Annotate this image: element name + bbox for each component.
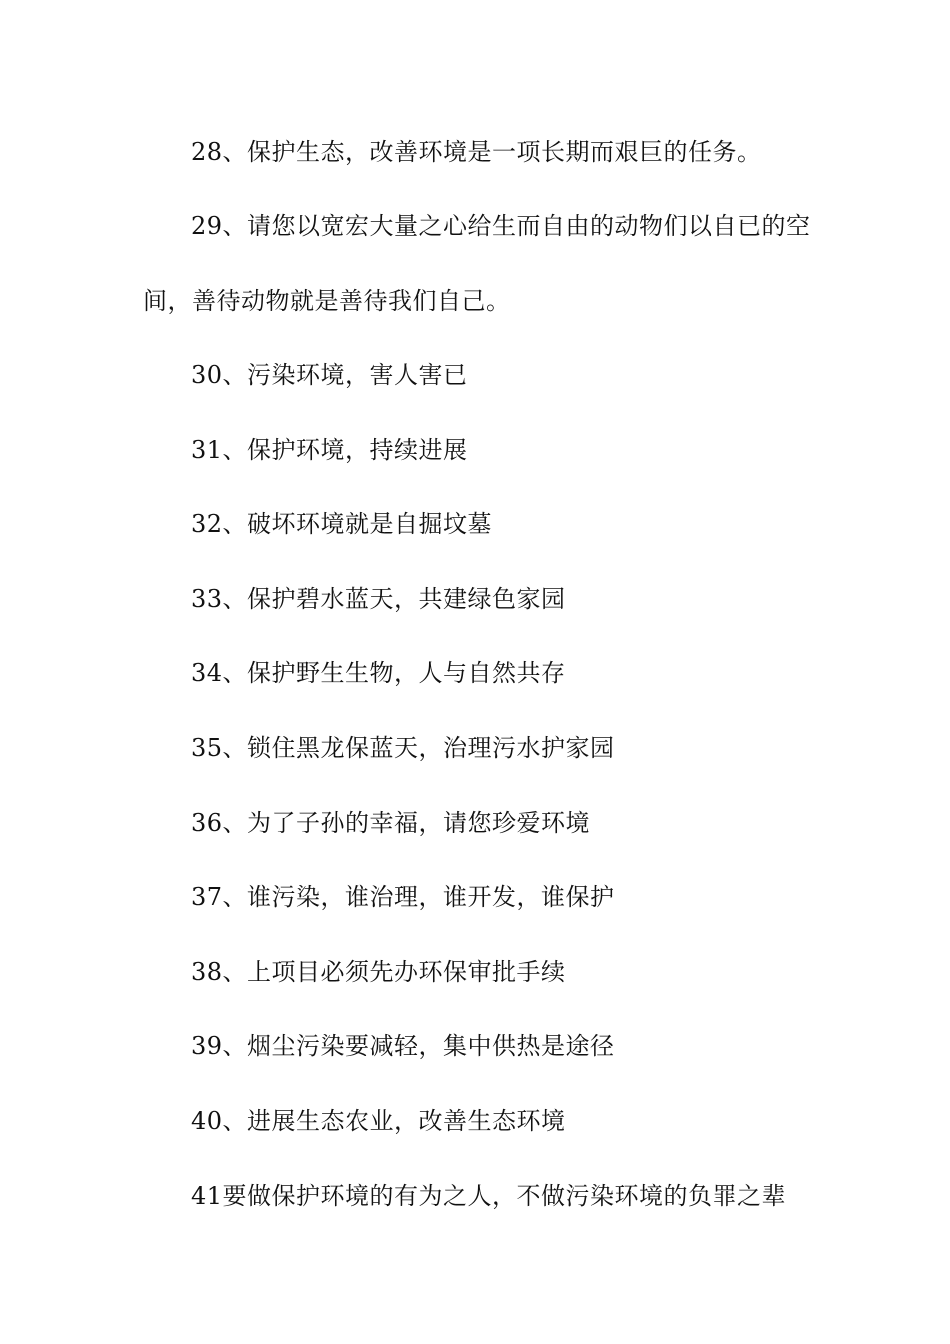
slogan-29-line-2: 间，善待动物就是善待我们自己。 bbox=[143, 287, 511, 315]
slogan-39: 39、烟尘污染要减轻，集中供热是途径 bbox=[191, 1032, 615, 1060]
slogan-41: 41要做保护环境的有为之人，不做污染环境的负罪之辈 bbox=[191, 1182, 787, 1210]
slogan-37: 37、谁污染，谁治理，谁开发，谁保护 bbox=[191, 883, 615, 911]
slogan-33: 33、保护碧水蓝天，共建绿色家园 bbox=[191, 585, 566, 613]
slogan-29-line-1: 29、请您以宽宏大量之心给生而自由的动物们以自已的空 bbox=[191, 212, 811, 240]
slogan-35: 35、锁住黑龙保蓝天，治理污水护家园 bbox=[191, 734, 615, 762]
slogan-31: 31、保护环境，持续进展 bbox=[191, 436, 468, 464]
slogan-36: 36、为了子孙的幸福，请您珍爱环境 bbox=[191, 809, 591, 837]
slogan-28: 28、保护生态，改善环境是一项长期而艰巨的任务。 bbox=[191, 138, 762, 166]
slogan-34: 34、保护野生生物，人与自然共存 bbox=[191, 659, 566, 687]
slogan-38: 38、上项目必须先办环保审批手续 bbox=[191, 958, 566, 986]
slogan-40: 40、进展生态农业，改善生态环境 bbox=[191, 1107, 566, 1135]
slogan-32: 32、破坏环境就是自掘坟墓 bbox=[191, 510, 493, 538]
slogan-30: 30、污染环境，害人害已 bbox=[191, 361, 468, 389]
